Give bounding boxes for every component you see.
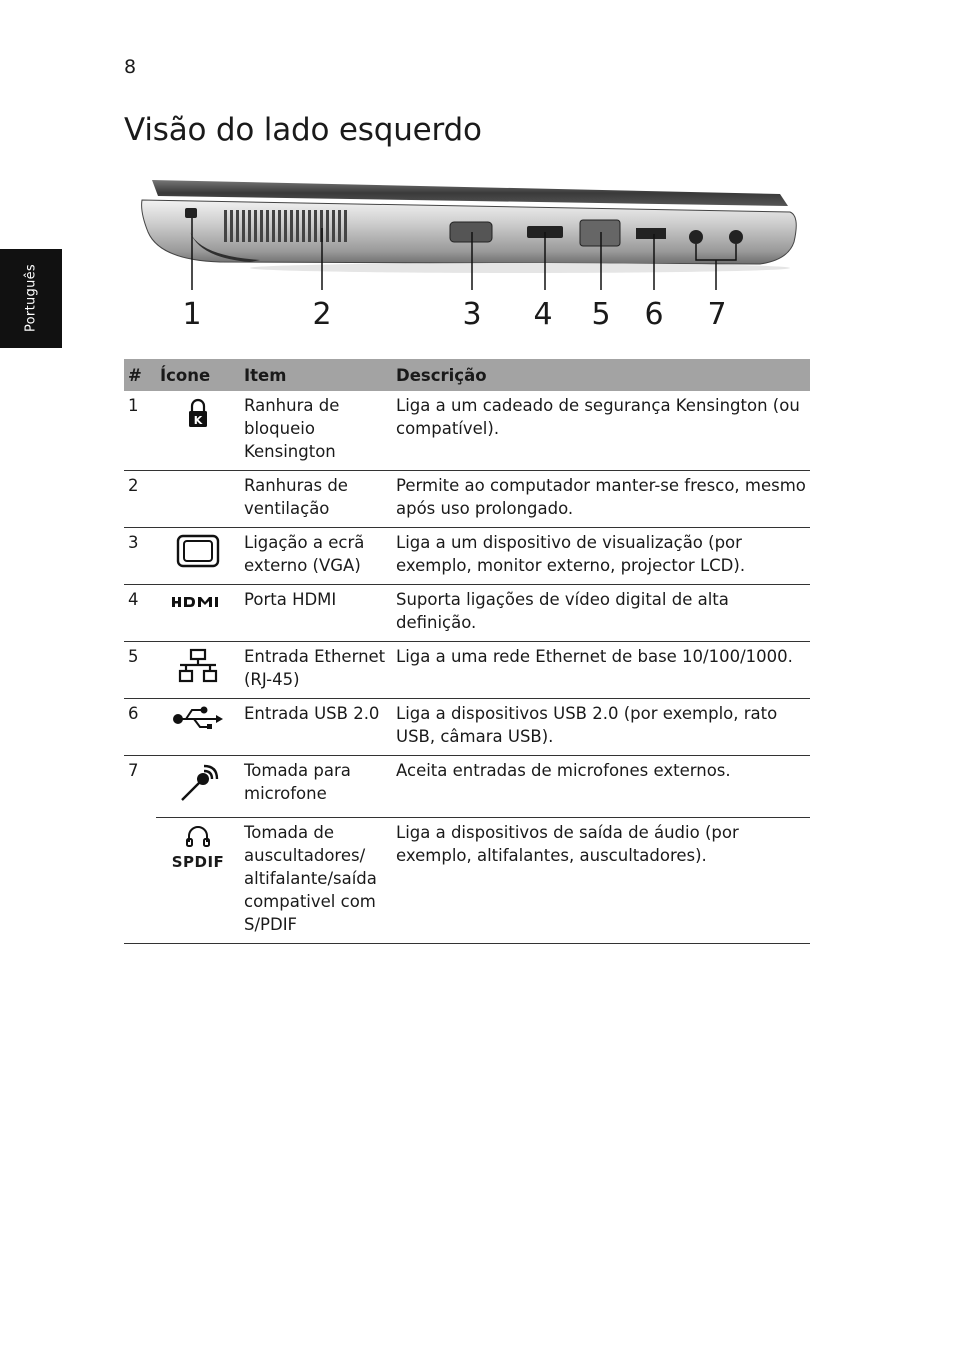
row-description: Liga a dispositivos USB 2.0 (por exemplo, rato USB, câmara USB). (392, 699, 810, 756)
header-icon: Ícone (156, 359, 240, 391)
vga-monitor-icon (176, 534, 220, 568)
callout-number: 1 (182, 297, 202, 332)
row-number: 1 (124, 391, 156, 471)
ethernet-port-illustration (580, 220, 620, 246)
row-item: Ranhuras de ventilação (240, 471, 392, 528)
row-item: Porta HDMI (240, 585, 392, 642)
header-item: Item (240, 359, 392, 391)
laptop-left-side-illustration (140, 172, 805, 342)
row-description: Liga a dispositivos de saída de áudio (por exemplo, altifalantes, auscultadores). (392, 818, 810, 944)
table-row (124, 642, 810, 699)
mic-jack-illustration (689, 230, 703, 244)
microphone-icon (176, 762, 220, 804)
row-description: Suporta ligações de vídeo digital de alta definição. (392, 585, 810, 642)
language-label: Português (23, 264, 39, 332)
table-row (124, 528, 810, 585)
vent-slots-illustration (224, 210, 347, 242)
spdif-label: SPDIF (171, 853, 225, 871)
row-description: Permite ao computador manter-se fresco, mesmo após uso prolongado. (392, 471, 810, 528)
row-number (124, 818, 156, 944)
headphone-jack-illustration (729, 230, 743, 244)
row-number: 5 (124, 642, 156, 699)
usb-icon (172, 705, 224, 731)
kensington-slot-illustration (185, 208, 197, 218)
kensington-lock-icon (186, 397, 210, 429)
row-item: Entrada USB 2.0 (240, 699, 392, 756)
table-row (124, 756, 810, 818)
callout-number: 6 (644, 297, 664, 332)
callout-numbers (182, 297, 726, 332)
callout-number: 2 (312, 297, 332, 332)
row-description: Liga a um cadeado de segurança Kensington (ou compatível). (392, 391, 810, 471)
table-row (124, 818, 810, 944)
callout-number: 5 (591, 297, 611, 332)
table-row (124, 585, 810, 642)
table-row (124, 699, 810, 756)
row-item: Entrada Ethernet (RJ-45) (240, 642, 392, 699)
row-description: Aceita entradas de microfones externos. (392, 756, 810, 818)
headphone-spdif-icon (184, 824, 212, 848)
row-description: Liga a um dispositivo de visualização (por exemplo, monitor externo, projector LCD). (392, 528, 810, 585)
page-number: 8 (124, 56, 137, 78)
svg-text:K: K (193, 414, 203, 427)
page-title: Visão do lado esquerdo (124, 112, 482, 148)
usb-port-illustration (636, 228, 666, 239)
hdmi-icon (170, 591, 226, 613)
row-number: 6 (124, 699, 156, 756)
language-side-tab (0, 249, 62, 348)
callout-number: 7 (707, 297, 727, 332)
row-number: 2 (124, 471, 156, 528)
vga-port-illustration (450, 222, 492, 242)
row-item: Ranhura de bloqueio Kensington (240, 391, 392, 471)
table-row (124, 391, 810, 471)
row-item: Ligação a ecrã externo (VGA) (240, 528, 392, 585)
row-item: Tomada para microfone (240, 756, 392, 818)
row-item: Tomada de auscultadores/ altifalante/saída compativel com S/PDIF (240, 818, 392, 944)
header-number: # (124, 359, 156, 391)
callout-number: 4 (533, 297, 553, 332)
row-number: 7 (128, 761, 139, 780)
ports-table (124, 359, 810, 944)
header-description: Descrição (392, 359, 810, 391)
table-header-row (124, 359, 810, 391)
row-number: 3 (124, 528, 156, 585)
row-number: 4 (124, 585, 156, 642)
row-description: Liga a uma rede Ethernet de base 10/100/1000. (392, 642, 810, 699)
table-row (124, 471, 810, 528)
callout-number: 3 (462, 297, 482, 332)
network-icon (176, 648, 220, 684)
